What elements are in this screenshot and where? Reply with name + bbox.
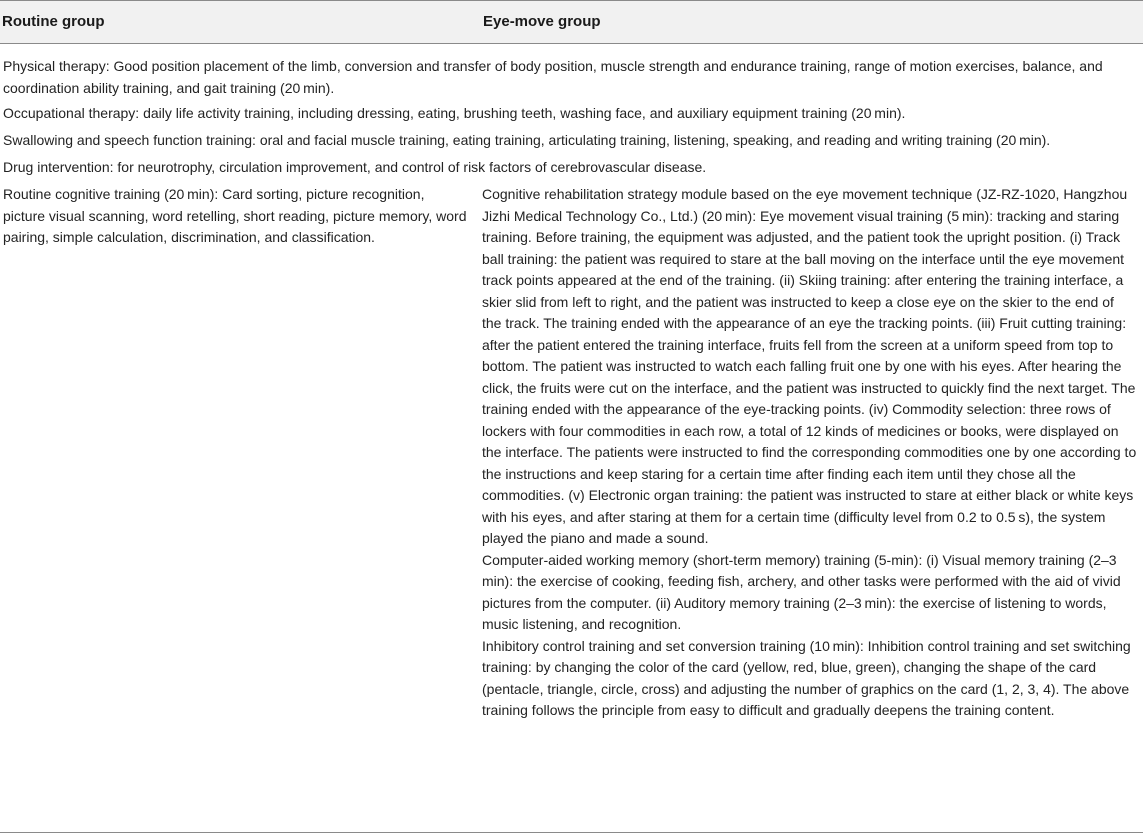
row-drug-intervention: Drug intervention: for neurotrophy, circulation improvement, and control of risk factors of cerebrovascular disease.	[3, 159, 707, 175]
eye-move-paragraph-visual: Cognitive rehabilitation strategy module based on the eye movement technique (JZ-RZ-1020, Hangzhou Jizhi Medical Technology Co., Ltd.) (20 min): Eye movement visual training (5 min): tracking and staring training. Before training, the equipment was adjusted, and the patient took the upright position. (i) Track ball training: the patient was required to stare at the ball moving on the interface until the eye movement track points appeared at the end of the training. (ii) Skiing training: after entering the training interface, a skier slid from left to right, and the patient was instructed to keep a close eye on the skier to the end of the track. The training ended with the appearance of an eye the tracking points. (iii) Fruit cutting training: after the patient entered the training interface, fruits fell from the screen at a uniform speed from top to bottom. The patient was instructed to watch each falling fruit one by one with his eyes. After hearing the click, the fruits were cut on the interface, and the patient was instructed to quickly find the next target. The training ended with the appearance of the eye-tracking points. (iv) Commodity selection: three rows of lockers with four commodities in each row, a total of 12 kinds of medicines or books, were displayed on the interface. The patients were instructed to find the corresponding commodities one by one according to the instructions and keep staring for a certain time after finding each item until they chose all the commodities. (v) Electronic organ training: the patient was instructed to stare at either black or white keys with his eyes, and after staring at them for a certain time (difficulty level from 0.2 to 0.5 s), the system played the piano and made a sound.	[482, 186, 1137, 546]
header-routine-group: Routine group	[2, 13, 105, 30]
eye-move-paragraph-memory: Computer-aided working memory (short-term memory) training (5-min): (i) Visual memory training (2–3 min): the exercise of cooking, feeding fish, archery, and other tasks were performed with the aid of vivid pictures from the computer. (ii) Auditory memory training (2–3 min): the exercise of listening to words, music listening, and recognition.	[482, 551, 1121, 632]
header-rule	[0, 43, 1143, 44]
row-swallowing-speech: Swallowing and speech function training: oral and facial muscle training, eating training, articulating training, listening, speaking, and reading and writing training (20 min).	[3, 132, 1051, 148]
top-rule	[0, 0, 1143, 1]
table-header-row	[0, 0, 1143, 43]
cell-eye-move-training	[482, 184, 1137, 722]
eye-move-paragraph-inhibitory: Inhibitory control training and set conversion training (10 min): Inhibition control training and set switching training: by changing the color of the card (yellow, red, blue, green), changing the shape of the card (pentacle, triangle, circle, cross) and adjusting the number of graphics on the card (1, 2, 3, 4). The above training follows the principle from easy to difficult and gradually deepens the training content.	[482, 637, 1131, 718]
row-physical-therapy: Physical therapy: Good position placement of the limb, conversion and transfer of body position, muscle strength and endurance training, range of motion exercises, balance, and coordination ability training, and gait training (20 min).	[3, 58, 1103, 96]
header-eye-move-group: Eye-move group	[483, 13, 601, 30]
cell-routine-cognitive-training: Routine cognitive training (20 min): Card sorting, picture recognition, picture visual scanning, word retelling, short reading, picture memory, word pairing, simple calculation, discrimination, and classification.	[3, 186, 467, 245]
bottom-rule	[0, 832, 1143, 833]
row-occupational-therapy: Occupational therapy: daily life activity training, including dressing, eating, brushing teeth, washing face, and auxiliary equipment training (20 min).	[3, 105, 906, 121]
